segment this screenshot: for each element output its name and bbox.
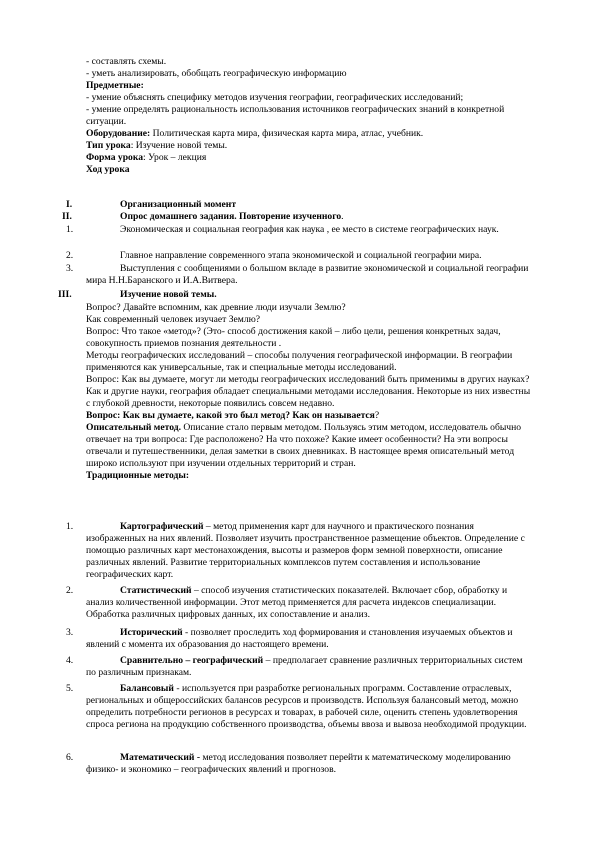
method-item: Картографический – метод применения карт для научного и практического познания изображенных на них явлений. Позволяет изучить пространственное размещение объектов. Определение с помощью различных карт местонахождения, высоты и размеров форм земной поверхности, описание различных явлений. Развитие территориальных комплексов путем составления и использование географических карт.: [86, 521, 525, 580]
skill-line: - уметь анализировать, обобщать географическую информацию: [86, 68, 347, 79]
method-item: Математический - метод исследования позволяет перейти к математическому моделированию физико- и экономико – географических явлений и прогнозов.: [86, 752, 511, 775]
skill-line: - составлять схемы.: [86, 56, 167, 67]
question-paragraph: Вопрос: Что такое «метод»? (Это- способ достижения какой – либо цели, решения конкретных задач, совокупность приемов познания деятельности .: [86, 326, 501, 349]
lesson-type-line: Тип урока: Изучение новой темы.: [86, 140, 228, 151]
list-number: 3.: [66, 627, 74, 638]
intro-block: [86, 56, 534, 176]
section-title: Организационный момент: [120, 199, 237, 210]
question-paragraph: Вопрос: Как вы думаете, какой это был метод? Как он называется?: [86, 410, 380, 421]
text-paragraph: Методы географических исследований – способы получения географической информации. В географии применяются как универсальные, так и специальные методы исследований.: [86, 350, 513, 373]
traditional-methods-title: Традиционные методы:: [86, 470, 190, 481]
lesson-body: [86, 302, 534, 482]
section-number: III.: [58, 289, 72, 300]
list-number: 1.: [66, 521, 74, 532]
lesson-course-title: Ход урока: [86, 164, 130, 175]
equipment-line: Оборудование: Политическая карта мира, физическая карта мира, атлас, учебник.: [86, 128, 424, 139]
list-number: 2.: [66, 585, 74, 596]
list-number: 4.: [66, 655, 74, 666]
list-item: Экономическая и социальная география как наука , ее место в системе географических наук.: [120, 224, 499, 235]
method-item: Статистический – способ изучения статистических показателей. Включает сбор, обработку и анализ количественной информации. Этот метод применяется для расчета индексов специализации. Обработка различных цифровых данных, их сопоставление и анализ.: [86, 585, 508, 620]
list-number: 6.: [66, 752, 74, 763]
method-item: Балансовый - используется при разработке региональных программ. Составление отраслевых, региональных и общероссийских балансов ресурсов и производств. Используя балансовый метод, можно определить потребности регионов в ресурсах и товарах, в рабочей силе, оценить степень удовлетворения спроса региона на продукцию собственного производства, объемы ввоза и вывоза необходимой продукции.: [86, 683, 527, 730]
question-paragraph: Вопрос? Давайте вспомним, как древние люди изучали Землю?: [86, 302, 346, 313]
subject-result-line: - умение объяснять специфику методов изучения географии, географических исследований;: [86, 92, 464, 103]
list-number: 1.: [66, 224, 74, 235]
subject-results-title: Предметные:: [86, 80, 144, 91]
question-paragraph: Как современный человек изучает Землю?: [86, 314, 261, 325]
section-title: Опрос домашнего задания. Повторение изученного.: [120, 211, 344, 222]
list-item: Главное направление современного этапа экономической и социальной географии мира.: [120, 250, 482, 261]
lesson-form-line: Форма урока: Урок – лекция: [86, 152, 207, 163]
section-number: II.: [62, 211, 72, 222]
list-number: 2.: [66, 250, 74, 261]
list-number: 3.: [66, 263, 74, 274]
question-paragraph: Вопрос: Как вы думаете, могут ли методы географических исследований быть применимы в других науках?: [86, 374, 530, 385]
method-paragraph: Описательный метод. Описание стало первым методом. Пользуясь этим методом, исследователь обычно отвечает на три вопроса: Где расположено? На что похоже? Какие имеет особенности? На эти вопросы отвечали и путешественники, делая заметки в своих дневниках. В настоящее время описательный метод широко используют при изучении отдельных территорий и стран.: [86, 422, 522, 469]
method-item: Исторический - позволяет проследить ход формирования и становления изучаемых объектов и явлений с момента их образования до настоящего времени.: [86, 627, 513, 650]
text-paragraph: Как и другие науки, география обладает специальными методами исследования. Некоторые из них известны с глубокой древности, некоторые появились совсем недавно.: [86, 386, 531, 409]
section-title: Изучение новой темы.: [120, 289, 217, 300]
list-number: 5.: [66, 683, 74, 694]
subject-result-line: - умение определять рациональность использования источников географических знаний в конкретной ситуации.: [86, 104, 505, 127]
list-item: Выступления с сообщениями о большом вкладе в развитие экономической и социальной географии мира Н.Н.Баранского и И.А.Витвера.: [86, 263, 529, 286]
method-item: Сравнительно – географический – предполагает сравнение различных территориальных систем по различным признакам.: [86, 655, 523, 678]
section-number: I.: [66, 199, 73, 210]
